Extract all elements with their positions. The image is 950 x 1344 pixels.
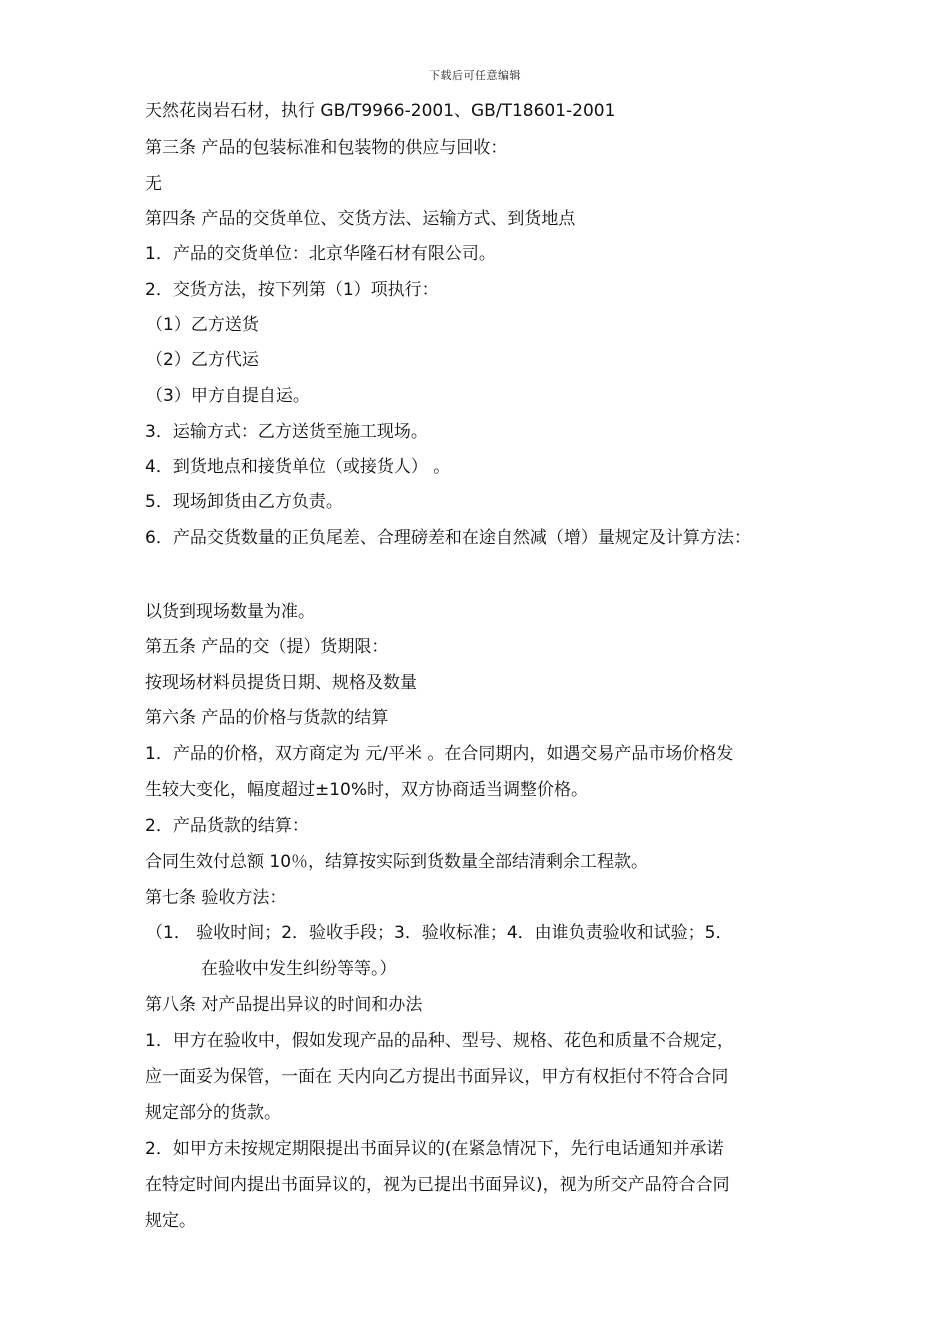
sub-list-item: （3）甲方自提自运。 <box>146 386 310 406</box>
article-heading: 第四条 产品的交货单位、交货方法、运输方式、到货地点 <box>145 209 576 229</box>
list-item: 2．产品货款的结算： <box>145 816 309 836</box>
text-line: 以货到现场数量为准。 <box>145 602 315 622</box>
text-line: 按现场材料员提货日期、规格及数量 <box>145 673 417 693</box>
text-line: 规定部分的货款。 <box>145 1103 281 1123</box>
text-line: 应一面妥为保管，一面在 天内向乙方提出书面异议，甲方有权拒付不符合合同 <box>145 1067 729 1087</box>
list-item: 1．产品的交货单位：北京华隆石材有限公司。 <box>145 244 496 264</box>
text-line: 合同生效付总额 10％，结算按实际到货数量全部结清剩余工程款。 <box>145 852 649 872</box>
text-line: 规定。 <box>145 1211 196 1231</box>
sub-list-item: （1）乙方送货 <box>146 315 259 335</box>
text-line: 在验收中发生纠纷等等。） <box>201 959 397 979</box>
article-heading: 第六条 产品的价格与货款的结算 <box>145 708 389 728</box>
text-line: 在特定时间内提出书面异议的，视为已提出书面异议)，视为所交产品符合合同 <box>145 1175 730 1195</box>
list-item: 4．到货地点和接货单位（或接货人） 。 <box>145 457 451 477</box>
list-item: 2．如甲方未按规定期限提出书面异议的(在紧急情况下，先行电话通知并承诺 <box>145 1139 724 1159</box>
text-line: 天然花岗岩石材，执行 GB/T9966-2001、GB/T18601-2001 <box>145 101 616 121</box>
article-heading: 第八条 对产品提出异议的时间和办法 <box>145 995 423 1015</box>
text-line: 无 <box>145 174 162 194</box>
text-line: （1． 验收时间；2．验收手段；3．验收标准；4．由谁负责验收和试验；5． <box>146 923 733 943</box>
sub-list-item: （2）乙方代运 <box>146 350 259 370</box>
list-item: 6．产品交货数量的正负尾差、合理磅差和在途自然减（增）量规定及计算方法： <box>145 528 751 548</box>
article-heading: 第五条 产品的交（提）货期限： <box>145 637 389 657</box>
text-line: 生较大变化，幅度超过±10%时，双方协商适当调整价格。 <box>145 780 589 800</box>
list-item: 1．产品的价格，双方商定为 元/平米 。在合同期内，如遇交易产品市场价格发 <box>145 744 734 764</box>
list-item: 1．甲方在验收中，假如发现产品的品种、型号、规格、花色和质量不合规定， <box>145 1031 734 1051</box>
list-item: 5．现场卸货由乙方负责。 <box>145 492 343 512</box>
list-item: 3．运输方式：乙方送货至施工现场。 <box>145 422 428 442</box>
list-item: 2．交货方法，按下列第（1）项执行： <box>145 280 439 300</box>
article-heading: 第七条 验收方法： <box>145 888 287 908</box>
page-header: 下载后可任意编辑 <box>429 69 521 82</box>
article-heading: 第三条 产品的包装标准和包装物的供应与回收： <box>145 138 508 158</box>
